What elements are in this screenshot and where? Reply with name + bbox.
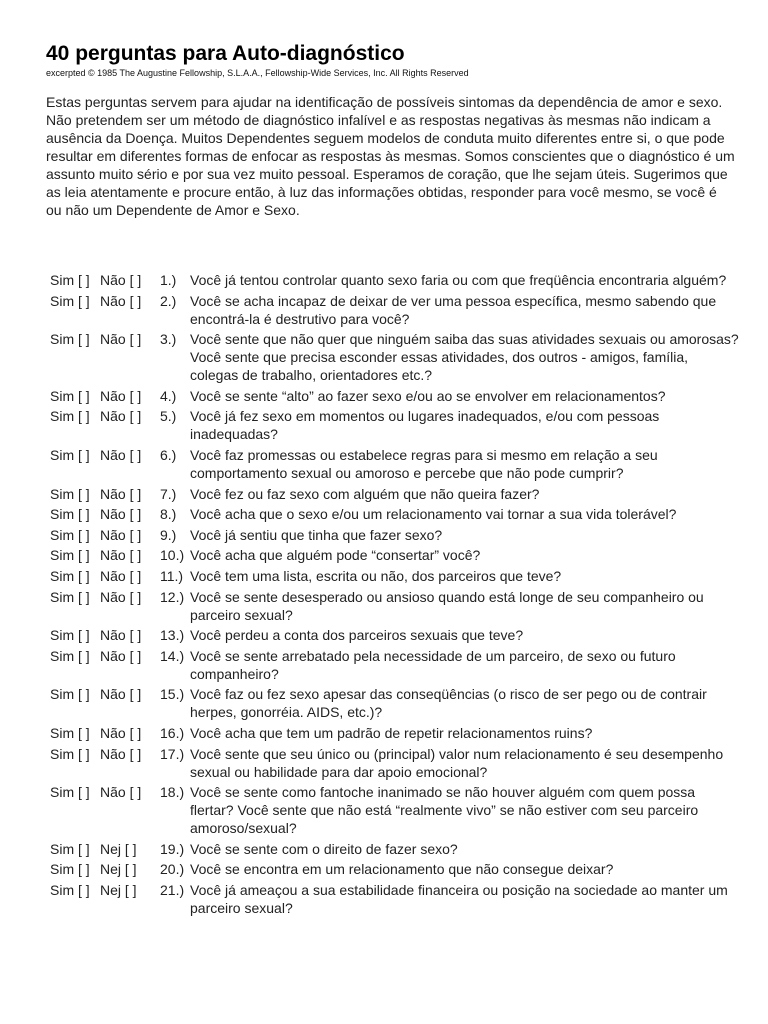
question-row	[50, 505, 740, 523]
document-page	[46, 42, 736, 219]
no-checkbox[interactable]: Não [ ]	[100, 485, 142, 502]
no-checkbox[interactable]: Nej [ ]	[100, 840, 137, 857]
question-body	[160, 292, 740, 328]
no-checkbox[interactable]: Não [ ]	[100, 506, 142, 523]
question-body	[160, 840, 740, 858]
no-checkbox[interactable]: Não [ ]	[100, 547, 142, 564]
yes-checkbox[interactable]: Sim [ ]	[50, 292, 90, 309]
question-body	[160, 526, 740, 544]
question-row	[50, 546, 740, 564]
yes-checkbox[interactable]: Sim [ ]	[50, 526, 90, 543]
question-number: 11.)	[160, 567, 184, 584]
question-body	[160, 860, 740, 878]
yes-checkbox[interactable]: Sim [ ]	[50, 745, 90, 762]
yes-checkbox[interactable]: Sim [ ]	[50, 567, 90, 584]
question-text: Você se sente com o direito de fazer sexo?	[190, 840, 458, 857]
no-checkbox[interactable]: Não [ ]	[100, 292, 142, 309]
no-checkbox[interactable]: Não [ ]	[100, 387, 142, 404]
no-checkbox[interactable]: Não [ ]	[100, 627, 142, 644]
question-row	[50, 485, 740, 503]
question-number: 17.)	[160, 745, 185, 762]
question-text: Você se sente como fantoche inanimado se não houver alguém com quem possa flertar? Você sente que não está “realmente vivo” se não estiver com seu parceiro amoroso/sexual?	[190, 784, 699, 837]
question-body	[160, 567, 740, 585]
question-number: 6.)	[160, 446, 177, 463]
yes-checkbox[interactable]: Sim [ ]	[50, 547, 90, 564]
question-text: Você sente que seu único ou (principal) valor num relacionamento é seu desempenho sexual ou habilidade para dar apoio emocional?	[190, 745, 724, 780]
question-body	[160, 724, 740, 742]
question-body	[160, 485, 740, 503]
question-text: Você tem uma lista, escrita ou não, dos parceiros que teve?	[190, 567, 562, 584]
no-checkbox[interactable]: Não [ ]	[100, 446, 142, 463]
question-body	[160, 407, 740, 443]
no-checkbox[interactable]: Não [ ]	[100, 567, 142, 584]
question-number: 19.)	[160, 840, 185, 857]
question-text: Você já fez sexo em momentos ou lugares inadequados, e/ou com pessoas inadequadas?	[190, 408, 660, 443]
question-number: 9.)	[160, 526, 177, 543]
no-checkbox[interactable]: Não [ ]	[100, 745, 142, 762]
yes-checkbox[interactable]: Sim [ ]	[50, 686, 90, 703]
yes-checkbox[interactable]: Sim [ ]	[50, 485, 90, 502]
question-row	[50, 588, 740, 624]
no-checkbox[interactable]: Não [ ]	[100, 526, 142, 543]
copyright-notice: excerpted © 1985 The Augustine Fellowship, S.L.A.A., Fellowship-Wide Services, Inc. All Rights Reserved	[46, 68, 469, 78]
yes-checkbox[interactable]: Sim [ ]	[50, 840, 90, 857]
question-number: 21.)	[160, 881, 185, 898]
question-text: Você faz ou fez sexo apesar das conseqüências (o risco de ser pego ou de contrair herpes, gonorréia. AIDS, etc.)?	[190, 686, 707, 721]
question-number: 2.)	[160, 292, 177, 309]
question-row	[50, 724, 740, 742]
question-number: 15.)	[160, 686, 185, 703]
no-checkbox[interactable]: Não [ ]	[100, 588, 142, 605]
no-checkbox[interactable]: Não [ ]	[100, 686, 142, 703]
question-body	[160, 783, 740, 837]
question-text: Você fez ou faz sexo com alguém que não queira fazer?	[190, 485, 540, 502]
question-row	[50, 860, 740, 878]
question-body	[160, 546, 740, 564]
no-checkbox[interactable]: Não [ ]	[100, 724, 142, 741]
yes-checkbox[interactable]: Sim [ ]	[50, 784, 90, 801]
question-body	[160, 647, 740, 683]
question-row	[50, 271, 740, 289]
question-row	[50, 840, 740, 858]
question-row	[50, 783, 740, 837]
question-row	[50, 626, 740, 644]
yes-checkbox[interactable]: Sim [ ]	[50, 588, 90, 605]
question-text: Você sente que não quer que ninguém saiba das suas atividades sexuais ou amorosas? Você sente que precisa esconder essas atividades, dos outros - amigos, família, colegas de trabalho, orientadores etc.?	[190, 331, 739, 384]
yes-checkbox[interactable]: Sim [ ]	[50, 408, 90, 425]
question-row	[50, 330, 740, 384]
yes-checkbox[interactable]: Sim [ ]	[50, 446, 90, 463]
no-checkbox[interactable]: Não [ ]	[100, 331, 142, 348]
question-row	[50, 567, 740, 585]
question-number: 16.)	[160, 724, 185, 741]
no-checkbox[interactable]: Não [ ]	[100, 272, 142, 288]
yes-checkbox[interactable]: Sim [ ]	[50, 647, 90, 664]
question-text: Você perdeu a conta dos parceiros sexuais que teve?	[190, 627, 524, 644]
intro-paragraph: Estas perguntas servem para ajudar na identificação de possíveis sintomas da dependência de amor e sexo. Não pretendem ser um método de diagnóstico infalível e as respostas negativas às mesmas não indicam a ausência da Doença. Muitos Dependentes seguem modelos de conduta muito diferentes entre si, o que pode resultar em diferentes formas de enfocar as respostas às mesmas. Somos conscientes que o diagnóstico é um assunto muito sério e por sua vez muito pessoal. Esperamos de coração, que lhe sejam úteis. Sugerimos que as leia atentamente e procure então, à luz das informações obtidas, responder para você mesmo, se você é ou não um Dependente de Amor e Sexo.	[46, 94, 735, 218]
question-body	[160, 685, 740, 721]
question-body	[160, 588, 740, 624]
question-body	[160, 745, 740, 781]
question-body	[160, 881, 740, 917]
question-row	[50, 526, 740, 544]
question-text: Você já sentiu que tinha que fazer sexo?	[190, 526, 443, 543]
question-number: 7.)	[160, 485, 177, 502]
yes-checkbox[interactable]: Sim [ ]	[50, 881, 90, 898]
question-number: 3.)	[160, 331, 177, 348]
question-number: 10.)	[160, 547, 185, 564]
question-text: Você se encontra em um relacionamento que não consegue deixar?	[190, 861, 614, 878]
no-checkbox[interactable]: Nej [ ]	[100, 881, 137, 898]
question-row	[50, 387, 740, 405]
question-number: 5.)	[160, 408, 177, 425]
question-text: Você acha que o sexo e/ou um relacionamento vai tornar a sua vida tolerável?	[190, 506, 677, 523]
question-row	[50, 446, 740, 482]
question-text: Você se sente “alto” ao fazer sexo e/ou ao se envolver em relacionamentos?	[190, 387, 666, 404]
question-row	[50, 407, 740, 443]
yes-checkbox[interactable]: Sim [ ]	[50, 627, 90, 644]
question-number: 13.)	[160, 627, 185, 644]
question-text: Você faz promessas ou estabelece regras para si mesmo em relação a seu comportamento sexual ou amoroso e percebe que não pode cumprir?	[190, 446, 658, 481]
question-body	[160, 387, 740, 405]
question-row	[50, 647, 740, 683]
question-list	[50, 271, 740, 919]
page-title: 40 perguntas para Auto-diagnóstico	[46, 42, 405, 65]
question-number: 18.)	[160, 784, 185, 801]
question-text: Você acha que tem um padrão de repetir relacionamentos ruins?	[190, 724, 593, 741]
question-text: Você já tentou controlar quanto sexo faria ou com que freqüência encontraria alguém?	[190, 272, 727, 288]
question-text: Você se sente desesperado ou ansioso quando está longe de seu companheiro ou parceiro sexual?	[190, 588, 704, 623]
question-text: Você se acha incapaz de deixar de ver uma pessoa específica, mesmo sabendo que encontrá-la é destrutivo para você?	[190, 292, 717, 327]
yes-checkbox[interactable]: Sim [ ]	[50, 272, 90, 288]
yes-checkbox[interactable]: Sim [ ]	[50, 506, 90, 523]
question-body	[160, 626, 740, 644]
yes-checkbox[interactable]: Sim [ ]	[50, 861, 90, 878]
question-body	[160, 330, 740, 384]
question-row	[50, 745, 740, 781]
yes-checkbox[interactable]: Sim [ ]	[50, 331, 90, 348]
no-checkbox[interactable]: Não [ ]	[100, 784, 142, 801]
question-text: Você já ameaçou a sua estabilidade financeira ou posição na sociedade ao manter um parceiro sexual?	[190, 881, 728, 916]
question-row	[50, 292, 740, 328]
question-number: 14.)	[160, 647, 185, 664]
question-row	[50, 685, 740, 721]
no-checkbox[interactable]: Não [ ]	[100, 647, 142, 664]
yes-checkbox[interactable]: Sim [ ]	[50, 724, 90, 741]
question-number: 20.)	[160, 861, 185, 878]
yes-checkbox[interactable]: Sim [ ]	[50, 387, 90, 404]
no-checkbox[interactable]: Nej [ ]	[100, 861, 137, 878]
question-text: Você acha que alguém pode “consertar” você?	[190, 547, 481, 564]
question-number: 4.)	[160, 387, 177, 404]
question-number: 1.)	[160, 272, 177, 288]
question-number: 12.)	[160, 588, 185, 605]
question-text: Você se sente arrebatado pela necessidade de um parceiro, de sexo ou futuro companheiro?	[190, 647, 676, 682]
question-body	[160, 505, 740, 523]
question-row	[50, 881, 740, 917]
question-body	[160, 446, 740, 482]
question-body	[160, 271, 740, 289]
question-number: 8.)	[160, 506, 177, 523]
no-checkbox[interactable]: Não [ ]	[100, 408, 142, 425]
